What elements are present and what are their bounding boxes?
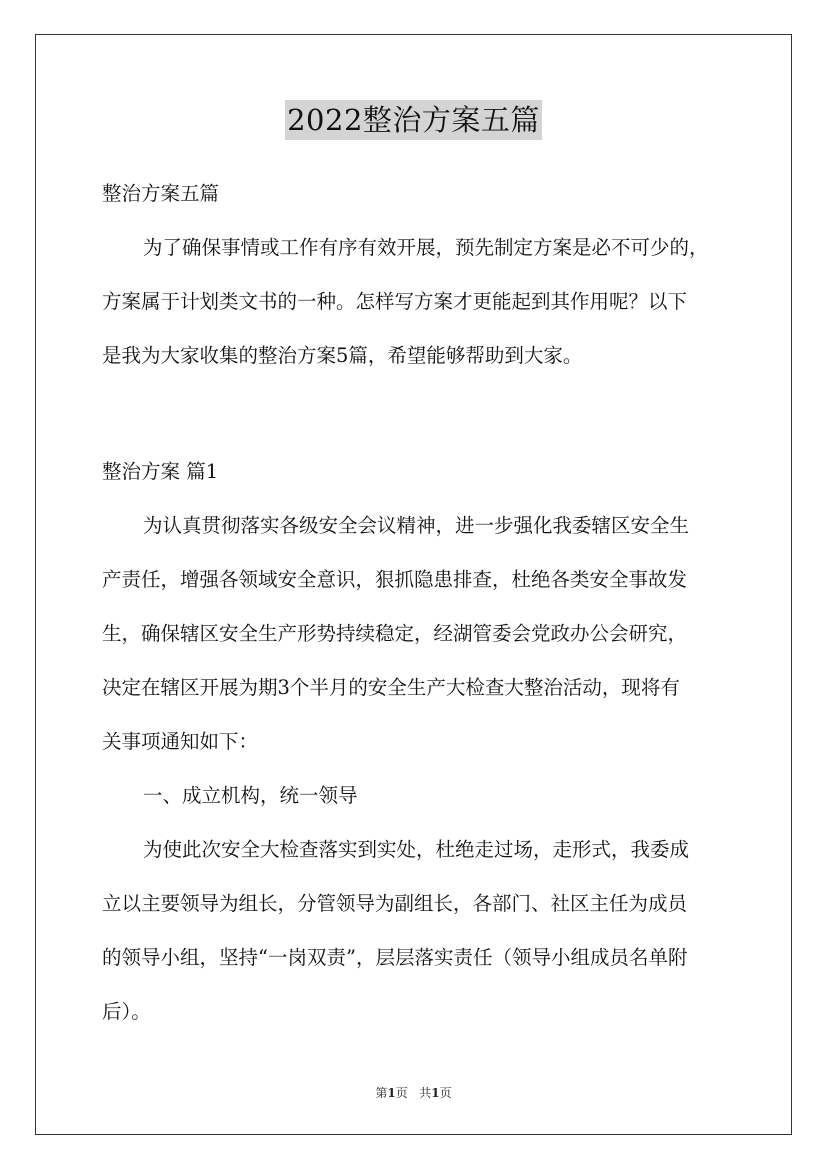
paragraph-line: 产责任，增强各领域安全意识，狠抓隐患排查，杜绝各类安全事故发	[102, 568, 688, 591]
page-footer	[0, 1085, 827, 1101]
title-container	[0, 100, 827, 140]
footer-page-number: 1	[387, 1086, 396, 1100]
paragraph-line: 关事项通知如下：	[102, 730, 259, 753]
paragraph-line: 生，确保辖区安全生产形势持续稳定，经湖管委会党政办公会研究，	[102, 622, 688, 645]
paragraph-line: 立以主要领导为组长，分管领导为副组长，各部门、社区主任为成员	[102, 892, 688, 915]
paragraph-line: 后）。	[102, 1000, 151, 1023]
paragraph-line: 为认真贯彻落实各级安全会议精神，进一步强化我委辖区安全生	[143, 514, 690, 537]
intro-line: 是我为大家收集的整治方案5篇，希望能够帮助到大家。	[102, 344, 583, 367]
footer-total-pages: 1	[431, 1086, 440, 1100]
intro-line: 为了确保事情或工作有序有效开展，预先制定方案是必不可少的，	[143, 236, 709, 259]
section-heading: 整治方案 篇1	[102, 460, 219, 483]
footer-mid: 页 共	[395, 1086, 432, 1100]
document-title: 2022整治方案五篇	[285, 100, 542, 140]
footer-prefix: 第	[375, 1086, 388, 1100]
item-heading: 一、成立机构，统一领导	[143, 784, 358, 807]
intro-line: 方案属于计划类文书的一种。怎样写方案才更能起到其作用呢？以下	[102, 290, 688, 313]
subtitle: 整治方案五篇	[102, 182, 220, 205]
document-body	[102, 176, 742, 1048]
section-gap	[102, 392, 742, 454]
footer-suffix: 页	[439, 1086, 452, 1100]
paragraph-line: 的领导小组，坚持“一岗双责”，层层落实责任（领导小组成员名单附	[102, 946, 688, 969]
paragraph-line: 为使此次安全大检查落实到实处，杜绝走过场，走形式，我委成	[143, 838, 690, 861]
paragraph-line: 决定在辖区开展为期3个半月的安全生产大检查大整治活动，现将有	[102, 676, 680, 699]
